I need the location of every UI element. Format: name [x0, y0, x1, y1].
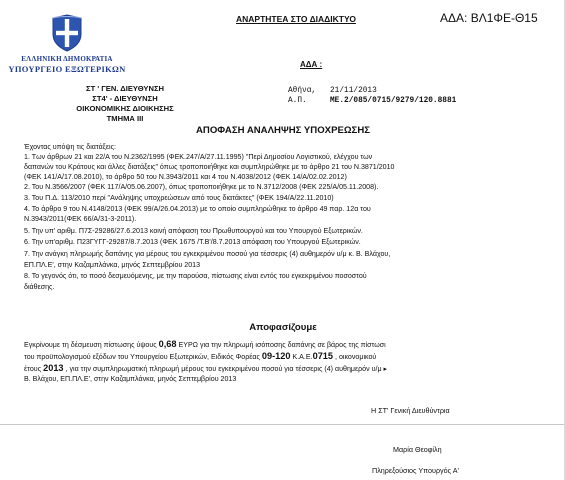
consideration-line: 3. Του Π.Δ. 113/2010 περί "Ανάληψης υποχρεώσεων από τους διατάκτες" (ΦΕΚ 194/Α/22.11.2010): [24, 194, 334, 202]
decision-heading: Αποφασίζουμε: [249, 322, 317, 333]
decision-line-1: [24, 339, 386, 349]
date-label: Αθήνα,: [288, 87, 317, 95]
signatory-name: Μαρία Θεοφίλη: [393, 445, 442, 454]
posting-title: ΑΝΑΡΤΗΤΕΑ ΣΤΟ ΔΙΑΔΙΚΤΥΟ: [236, 14, 356, 24]
consideration-line: ΕΠ.ΠΛ.Ε', στην Καζαμπλάνκα, μηνός Σεπτεμβρίου 2013: [24, 261, 201, 269]
ministry-line-1: ΕΛΛΗΝΙΚΗ ΔΗΜΟΚΡΑΤΙΑ: [21, 55, 113, 63]
date-value: 21/11/2013: [330, 87, 377, 95]
special-body-code: 09-120: [261, 351, 291, 361]
fiscal-year: 2013: [43, 363, 64, 373]
ada-code: ΑΔΑ: ΒΛ1ΦΕ-Θ15: [440, 11, 538, 25]
decision-title: ΑΠΟΦΑΣΗ ΑΝΑΛΗΨΗΣ ΥΠΟΧΡΕΩΣΗΣ: [195, 125, 371, 136]
decision-line-2: [24, 351, 376, 361]
dept-line-4: ΤΜΗΜΑ ΙΙΙ: [106, 114, 144, 123]
page-break-divider: [0, 424, 566, 425]
ref-number: ΜΕ.2/085/0715/9279/120.8881: [330, 97, 457, 105]
consideration-line: 7. Την ανάγκη πληρωμής δαπάνης για μέρους του εγκεκριμένου ποσού για τέσσερις (4) αυθημερόν υ/μ κ. Β. Βλάχου,: [24, 250, 391, 258]
decision-text: , οικονομικού: [333, 353, 377, 361]
signatory-role: Η ΣΤ' Γενική Διευθύντρια: [371, 406, 450, 415]
consideration-line: 4. Το άρθρο 9 του Ν.4148/2013 (ΦΕΚ 99/Α/26.04.2013) με το οποίο συμπληρώθηκε το άρθρο 49 παρ. 12α του: [24, 205, 371, 213]
decision-text: ΕΥΡΩ για την πληρωμή ισόποσης δαπάνης σε βάρος της πίστωσι: [176, 341, 386, 349]
consideration-line: 2. Του Ν.3566/2007 (ΦΕΚ 117/Α/05.06.2007), όπως τροποποιήθηκε με το Ν.3712/2008 (ΦΕΚ 225/Α/05.11.2008).: [24, 183, 379, 191]
dept-line-2: ΣΤ4' - ΔΙΕΥΘΥΝΣΗ: [92, 94, 158, 103]
ministry-line-2: ΥΠΟΥΡΓΕΙΟ ΕΞΩΤΕΡΙΚΩΝ: [8, 64, 126, 74]
consideration-line: 8. Το γεγονός ότι, το ποσό δεσμευόμενης, με την παρούσα, πίστωσης είναι εντός του εγκεκριμένου ποσοστού: [24, 272, 367, 280]
decision-line-4: Β. Βλάχου, ΕΠ.ΠΛ.Ε', στην Καζαμπλάνκα, μηνός Σεπτεμβρίου 2013: [24, 375, 237, 383]
decision-text: του προϋπολογισμού εξόδων του Υπουργείου Εξωτερικών, Ειδικός Φορέας: [24, 353, 262, 361]
consideration-line: Ν.3943/2011(ΦΕΚ 66/Α/31-3-2011).: [24, 215, 137, 223]
dept-line-3: ΟΙΚΟΝΟΜΙΚΗΣ ΔΙΟΙΚΗΣΗΣ: [76, 104, 174, 113]
dept-line-1: ΣΤ ' ΓΕΝ. ΔΙΕΥΘΥΝΣΗ: [86, 84, 164, 93]
decision-text: έτους: [24, 365, 44, 373]
consideration-line: διάθεσης.: [24, 283, 55, 291]
ada-field-label: ΑΔΑ :: [300, 60, 323, 69]
decision-text: , για την συμπληρωματική πληρωμή μέρους του εγκεκριμένου ποσού για τέσσερις (4) αυθημερόν υ/μ ▸: [63, 365, 388, 373]
amount-value: 0,68: [158, 339, 177, 349]
consideration-line: 5. Την υπ' αριθμ. Π7Σ-29286/27.6.2013 κοινή απόφαση του Πρωθυπουργού και του Υπουργού Εξωτερικών.: [24, 227, 363, 235]
consideration-line: 6. Την υπ'αριθμ. Π23ΓΥΓΓ-29287/8.7.2013 (ΦΕΚ 1675 /Τ.Β'/8.7.2013 απόφαση του Υπουργού Εξωτερικών.: [24, 238, 361, 246]
greek-coat-of-arms-icon: [50, 14, 84, 52]
decision-text: Εγκρίνουμε τη δέσμευση πίστωσης ύψους: [24, 341, 159, 349]
consideration-line: (ΦΕΚ 141/Α/17.08.2010), το άρθρο 50 του Ν.3943/2011 και 4 του Ν.4038/2012 (ΦΕΚ 14/Α/02.02.2012): [24, 173, 347, 181]
ref-label: Α.Π.: [288, 97, 307, 105]
kae-code: 0715: [312, 351, 334, 361]
consideration-line: δαπανών του Κράτους και άλλες διατάξεις" όπως τροποποιήθηκε και συμπληρώθηκε με το άρθρο 21 του Ν.3871/2010: [24, 163, 395, 171]
decision-line-3: [24, 363, 387, 373]
consideration-line: Έχοντας υπόψη τις διατάξεις:: [24, 143, 116, 151]
consideration-line: 1. Των άρθρων 21 και 22/Α του Ν.2362/1995 (ΦΕΚ.247/Α/27.11.1995) "Περί Δημοσίου Λογιστικού, ελέγχου των: [24, 153, 373, 161]
signatory-rank: Πληρεξούσιος Υπουργός Α': [372, 466, 459, 475]
decision-text: Κ.Α.Ε.: [290, 353, 313, 361]
